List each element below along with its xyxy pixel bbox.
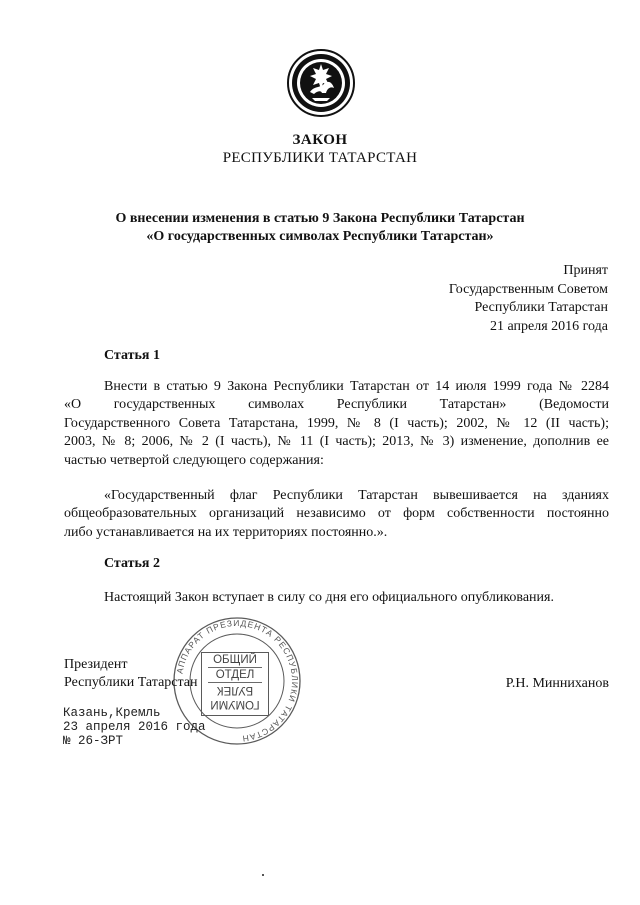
text-line: 2003, № 8; 2006, № 2 (I часть), № 11 (I часть); 2013, № 3) изменение, дополнив ее xyxy=(64,434,609,450)
registration-place: Казань,Кремль xyxy=(63,706,161,720)
article-2-heading: Статья 2 xyxy=(104,556,160,571)
article-1-paragraph-1 xyxy=(64,378,609,470)
article-2-paragraph xyxy=(64,589,609,607)
text-line: Государственного Совета Татарстана, 1999, № 8 (I часть); 2002, № 12 (II часть); xyxy=(64,415,609,431)
stamp-department-box xyxy=(201,652,269,716)
law-heading-line-1: О внесении изменения в статью 9 Закона Республики Татарстан xyxy=(115,211,525,226)
stamp-box-line-4: ГОМУМИ xyxy=(210,698,260,710)
article-1-heading: Статья 1 xyxy=(104,348,160,363)
adopted-label: Принят xyxy=(563,263,608,278)
text-line: частью четвертой следующего содержания: xyxy=(64,452,324,468)
text-line: Внести в статью 9 Закона Республики Татарстан от 14 июля 1999 года № 2284 xyxy=(104,379,609,394)
position-line-2: Республики Татарстан xyxy=(64,675,198,690)
position-line-1: Президент xyxy=(64,657,128,672)
text-line: общеобразовательных организаций независимо от форм собственности постоянно xyxy=(64,506,609,522)
law-subtitle: РЕСПУБЛИКИ ТАТАРСТАН xyxy=(222,150,418,166)
text-line: либо устанавливается на их территориях постоянно.». xyxy=(64,524,388,540)
stamp-box-line-2: ОТДЕЛ xyxy=(208,667,262,683)
law-title: ЗАКОН xyxy=(292,132,348,148)
registration-block xyxy=(63,706,206,748)
adopted-by: Государственным Советом xyxy=(448,281,608,297)
stamp-ring-text: АППАРАТ ПРЕЗИДЕНТА РЕСПУБЛИКИ ТАТАРСТАН xyxy=(174,617,301,744)
text-line: «Государственный флаг Республики Татарстан вывешивается на зданиях xyxy=(104,488,609,503)
stamp-box-line-3: БУЛЕК xyxy=(216,684,254,696)
article-1-paragraph-2 xyxy=(64,487,609,542)
stamp-box-line-1: ОБЩИЙ xyxy=(213,654,257,666)
text-line: «О государственных символах Республики Татарстан» (Ведомости xyxy=(64,397,609,413)
tatarstan-coat-of-arms-icon xyxy=(286,48,356,118)
adoption-block xyxy=(449,262,608,336)
adopted-by-region: Республики Татарстан xyxy=(474,300,608,315)
registration-number: № 26-ЗРТ xyxy=(63,734,124,748)
page-mark xyxy=(262,874,264,876)
text-line: Настоящий Закон вступает в силу со дня его официального опубликования. xyxy=(104,590,554,605)
adopted-date: 21 апреля 2016 года xyxy=(490,318,608,334)
registration-date: 23 апреля 2016 года xyxy=(63,720,206,734)
law-heading-line-2: «О государственных символах Республики Татарстан» xyxy=(146,229,494,244)
signatory-position xyxy=(64,656,198,692)
signatory-name: Р.Н. Минниханов xyxy=(505,676,609,691)
